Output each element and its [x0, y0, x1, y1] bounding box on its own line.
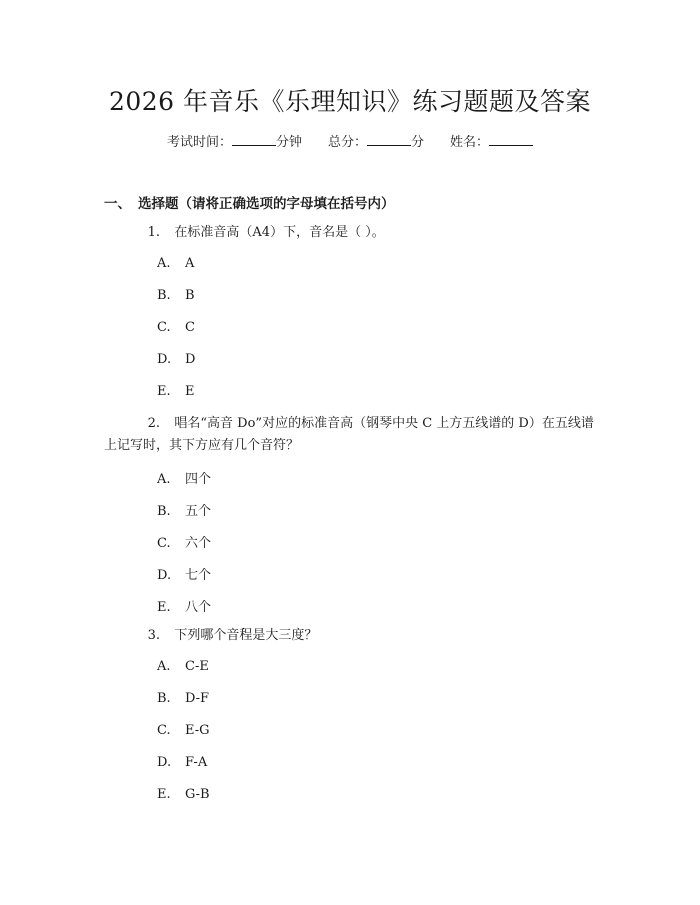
- question-number: 3.: [147, 628, 160, 643]
- question-1-option-a: A. A: [157, 256, 195, 271]
- name-blank: [489, 135, 533, 146]
- question-2-option-c: C. 六个: [157, 536, 212, 551]
- question-1-option-d: D. D: [157, 352, 196, 367]
- question-2-option-a: A. 四个: [157, 472, 212, 487]
- time-unit: 分钟: [275, 135, 302, 150]
- section-heading: [104, 192, 395, 212]
- question-1-option-c: C. C: [157, 320, 195, 335]
- question-3-option-a: A. C-E: [157, 659, 209, 674]
- time-blank: [232, 135, 276, 146]
- score-blank: [367, 135, 411, 146]
- question-3-option-c: C. E-G: [157, 723, 210, 738]
- question-text: 下列哪个音程是大三度？: [174, 628, 318, 643]
- question-text-line2: 上记写时，其下方应有几个音符？: [104, 438, 300, 453]
- page-title: 2026 年音乐《乐理知识》练习题题及答案: [108, 87, 592, 116]
- score-unit: 分: [411, 135, 425, 150]
- question-1-option-e: E. E: [157, 384, 195, 399]
- question-number: 1.: [147, 225, 160, 240]
- question-text-line1: 唱名“高音 Do”对应的标准音高（钢琴中央 C 上方五线谱的 D）在五线谱: [174, 416, 594, 431]
- question-1-option-b: B. B: [157, 288, 195, 303]
- question-number: 2.: [147, 416, 160, 431]
- question-3-option-e: E. G-B: [157, 787, 210, 802]
- question-2-option-b: B. 五个: [157, 504, 212, 519]
- question-2-option-d: D. 七个: [157, 568, 212, 583]
- question-2-option-e: E. 八个: [157, 600, 212, 615]
- exam-meta: [0, 131, 700, 150]
- section-number: 一、: [104, 196, 131, 212]
- section-title: 选择题（请将正确选项的字母填在括号内）: [138, 196, 395, 212]
- question-2: [104, 412, 614, 435]
- question-2-continuation: [104, 434, 614, 457]
- question-3-option-d: D. F-A: [157, 755, 208, 770]
- question-3: [104, 624, 614, 647]
- name-label: 姓名：: [450, 135, 490, 150]
- score-label: 总分：: [327, 135, 367, 150]
- question-3-option-b: B. D-F: [157, 691, 210, 706]
- question-text: 在标准音高（A4）下，音名是（ ）。: [174, 225, 385, 240]
- time-label: 考试时间：: [166, 135, 232, 150]
- question-1: [104, 221, 614, 244]
